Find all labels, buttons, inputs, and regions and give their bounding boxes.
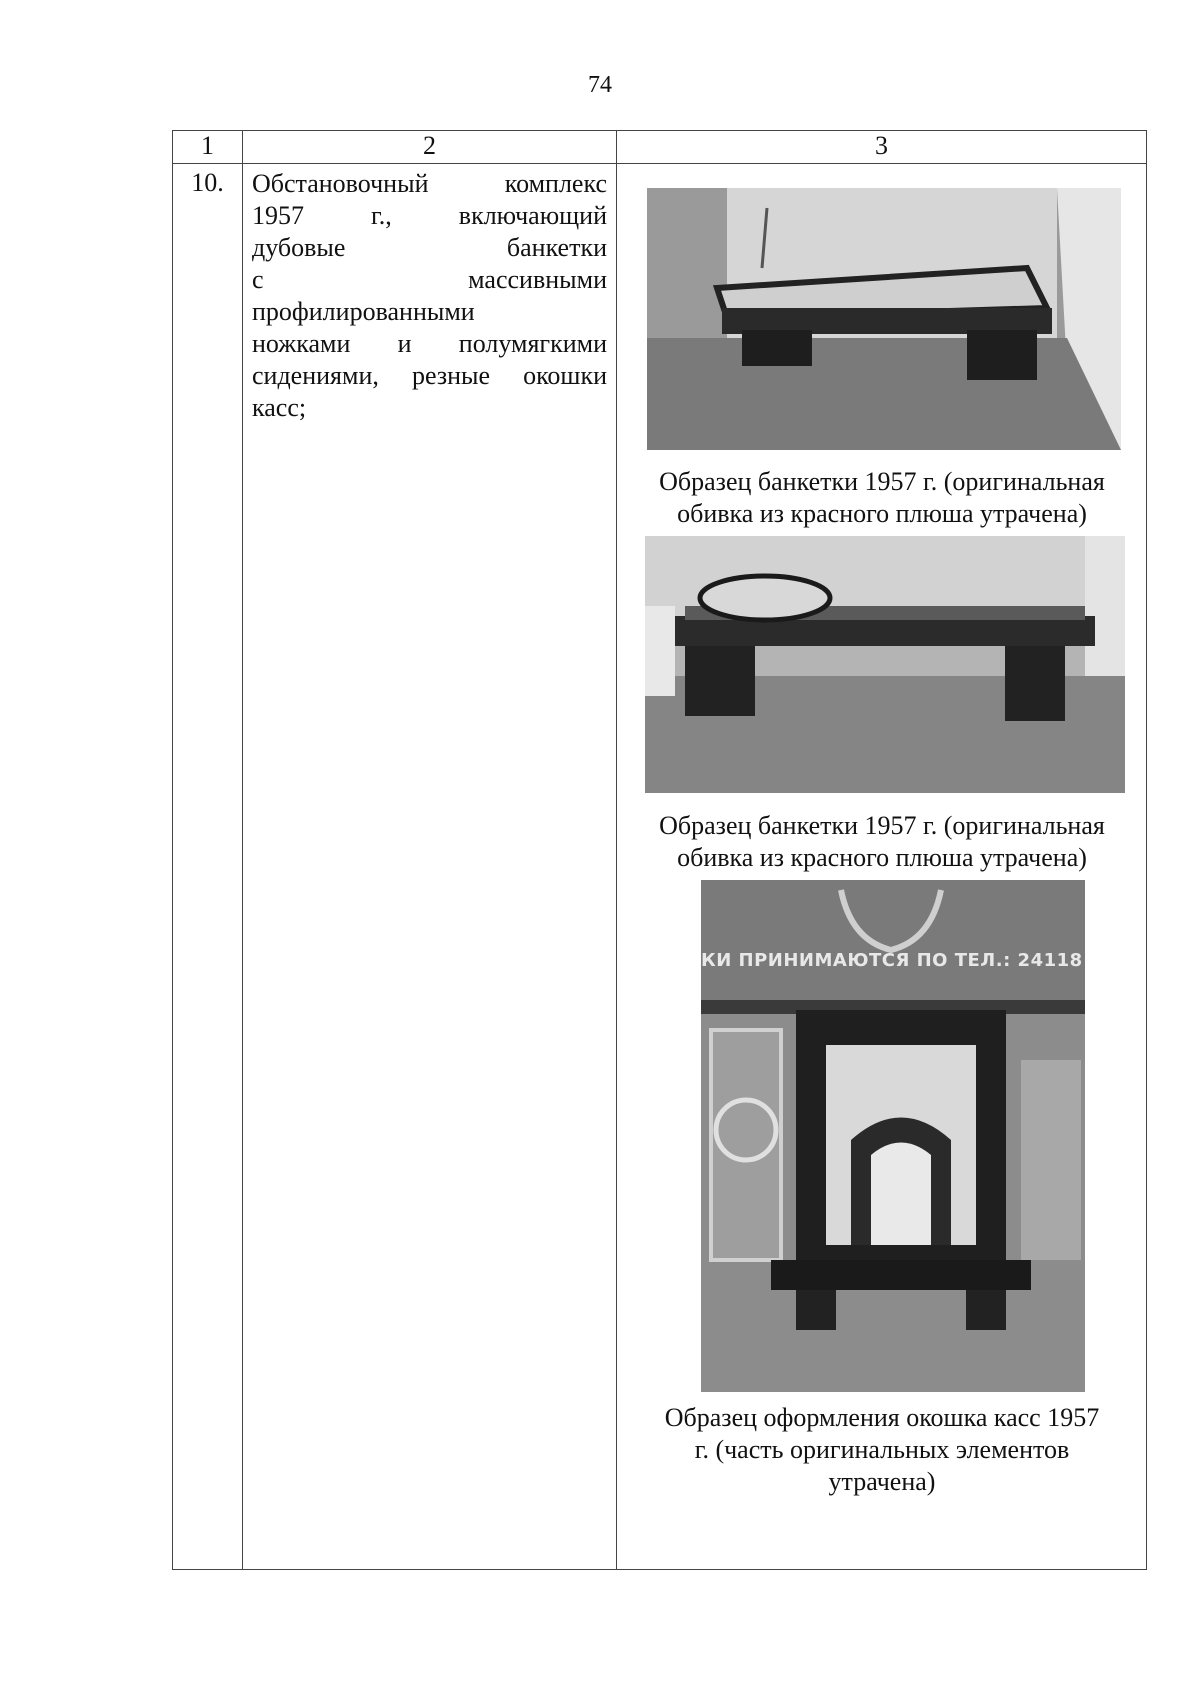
caption-line: Образец банкетки 1957 г. (оригинальная xyxy=(659,811,1105,840)
caption-line: утрачена) xyxy=(828,1467,936,1496)
table-row xyxy=(173,164,1147,1570)
bench-photo-2 xyxy=(645,536,1125,793)
description-line: сидениями, резные окошки xyxy=(252,361,607,390)
row-number: 10. xyxy=(173,164,243,1570)
bench-photo-1 xyxy=(647,188,1121,450)
column-header-1: 1 xyxy=(173,131,243,164)
caption-line: Образец оформления окошка касс 1957 xyxy=(664,1403,1100,1432)
row-photos xyxy=(617,164,1147,1570)
description-line: Обстановочный комплекс xyxy=(252,169,607,198)
caption-line: обивка из красного плюша утрачена) xyxy=(677,499,1087,528)
caption-line: обивка из красного плюша утрачена) xyxy=(677,843,1087,872)
caption-line: Образец банкетки 1957 г. (оригинальная xyxy=(659,467,1105,496)
description-line: ножками и полумягкими xyxy=(252,329,607,358)
page-number: 74 xyxy=(588,72,612,98)
ticket-window-caption xyxy=(617,1402,1147,1498)
description-line: дубовые банкетки xyxy=(252,233,607,262)
description-line: 1957 г., включающий xyxy=(252,201,607,230)
ticket-sign-text: КИ ПРИНИМАЮТСЯ ПО ТЕЛ.: 24118 xyxy=(701,950,1083,971)
bench-photo-1-caption xyxy=(617,466,1147,530)
description-line: профилированными xyxy=(252,297,475,326)
ticket-window-photo xyxy=(701,880,1085,1392)
column-header-3: 3 xyxy=(617,131,1147,164)
description-line: касс; xyxy=(252,393,307,422)
table-header-row xyxy=(173,131,1147,164)
caption-line: г. (часть оригинальных элементов xyxy=(694,1435,1070,1464)
bench-photo-2-caption xyxy=(617,810,1147,874)
row-description xyxy=(243,164,617,1570)
column-header-2: 2 xyxy=(243,131,617,164)
heritage-table xyxy=(172,130,1147,1570)
description-line: с массивными xyxy=(252,265,607,294)
